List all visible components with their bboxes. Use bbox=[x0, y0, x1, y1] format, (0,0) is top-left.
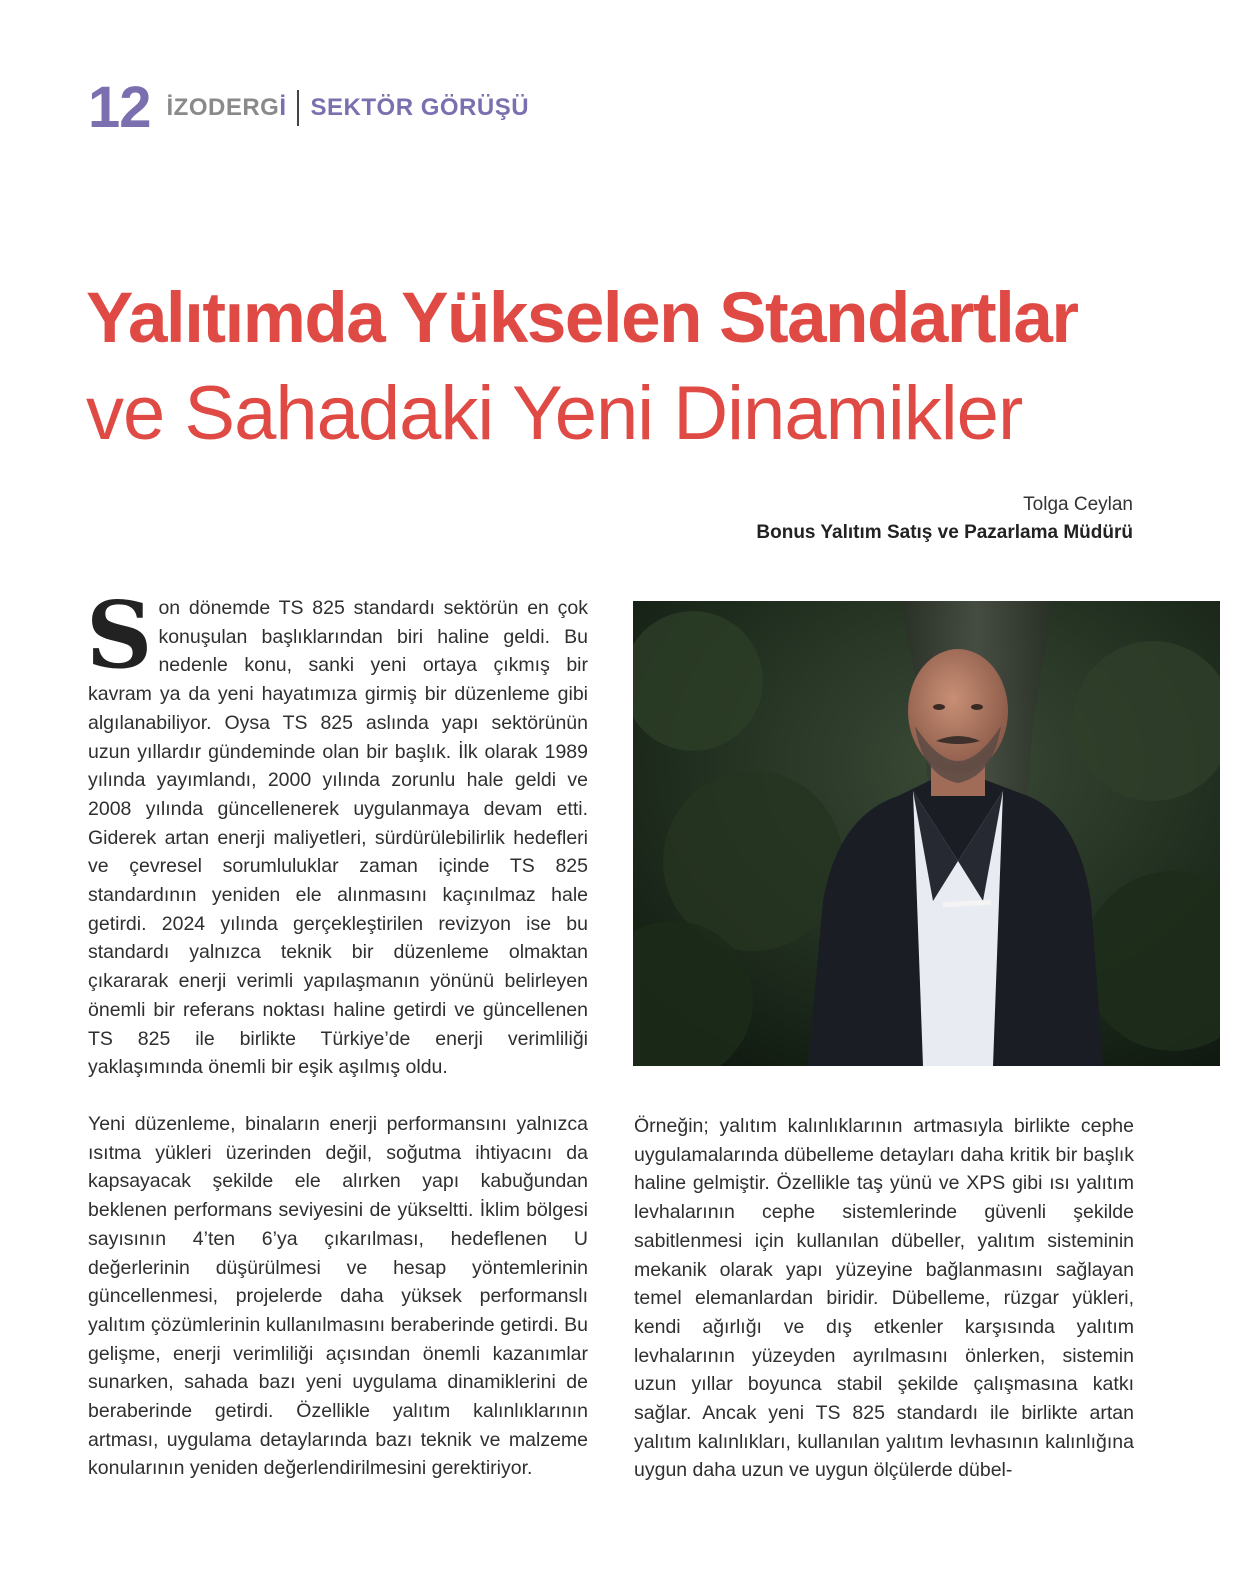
article-title-line1: Yalıtımda Yükselen Standartlar bbox=[86, 279, 1078, 358]
paragraph-1-text: on dönemde TS 825 standardı sektörün en çok konuşulan başlıklarından biri haline geldi. Bu nedenle konu, sanki yeni ortaya çıkmış bir kavram ya da yeni hayatımıza girmiş bir düzenleme gibi algılanabiliyor. Oysa TS 825 aslında yapı sektörünün uzun yıllardır gündeminde olan bir başlık. İlk olarak 1989 yılında yayımlandı, 2000 yılında zorunlu hale geldi ve 2008 yılında güncellenerek uygulanmaya devam etti. Giderek artan enerji maliyetleri, sürdürülebilirlik hedefleri ve çevresel sorumluluklar zaman içinde TS 825 standardının yeniden ele alınmasını kaçınılmaz hale getirdi. 2024 yılında gerçekleştirilen revizyon ise bu standardı yalnızca teknik bir düzenleme olmaktan çıkararak enerji verimli yapılaşmanın yönünü belirleyen önemli bir referans noktası haline getirdi ve güncellenen TS 825 ile birlikte Türkiye’de enerji verimliliği yaklaşımında önemli bir eşik aşılmış oldu. bbox=[88, 597, 588, 1079]
page-number: 12 bbox=[88, 75, 151, 140]
article-paragraph-1 bbox=[86, 581, 588, 1082]
author-role: Bonus Yalıtım Satış ve Pazarlama Müdürü bbox=[756, 522, 1133, 543]
author-name: Tolga Ceylan bbox=[1023, 494, 1133, 515]
article-paragraph-2: Yeni düzenleme, binaların enerji performansını yalnızca ısıtma yükleri üzerinden değil, soğutma ihtiyacını da kapsayacak şekilde ele alırken yapı kabuğundan beklenen performans seviyesini de yükseltti. İklim bölgesi sayısının 4’ten 6’ya çıkarılması, hedeflenen U değerlerinin düşürülmesi ve hesap yöntemlerinin güncellenmesi, projelerde daha yüksek performanslı yalıtım çözümlerinin kullanılmasını beraberinde getirdi. Bu gelişme, enerji verimliliği açısından önemli kazanımlar sunarken, sahada bazı yeni uygulama dinamiklerini de beraberinde getirdi. Özellikle yalıtım kalınlıklarının artması, uygulama detaylarında bazı teknik ve malzeme konularının yeniden değerlendirilmesini gerektiriyor. bbox=[88, 1113, 588, 1480]
magazine-name: İZODERGİ bbox=[166, 94, 287, 121]
author-block bbox=[756, 491, 1133, 547]
author-photo bbox=[633, 601, 1220, 1066]
article-title-line2: ve Sahadaki Yeni Dinamikler bbox=[86, 371, 1023, 456]
drop-cap: S bbox=[86, 581, 153, 689]
header-divider bbox=[297, 90, 299, 126]
section-label: SEKTÖR GÖRÜŞÜ bbox=[310, 94, 530, 121]
page-header bbox=[88, 75, 530, 140]
article-paragraph-3: Örneğin; yalıtım kalınlıklarının artmasıyla birlikte cephe uygulamalarında dübelleme detayları daha kritik bir başlık haline gelmiştir. Özellikle taş yünü ve XPS gibi ısı yalıtım levhalarının cephe sistemlerinde güvenli şekilde sabitlenmesi için kullanılan dübeller, yalıtım sisteminin mekanik olarak yapı yüzeyine bağlanmasını sağlayan temel elemanlardan biridir. Dübelleme, rüzgar yükleri, kendi ağırlığı ve dış etkenler karşısında yalıtım levhalarının yüzeyden ayrılmasını önlerken, sistemin uzun yıllar boyunca stabil şekilde çalışmasına katkı sağlar. Ancak yeni TS 825 standardı ile birlikte artan yalıtım kalınlıkları, kullanılan yalıtım levhasının kalınlığına uygun daha uzun ve uygun ölçülerde dübel- bbox=[634, 1115, 1134, 1482]
